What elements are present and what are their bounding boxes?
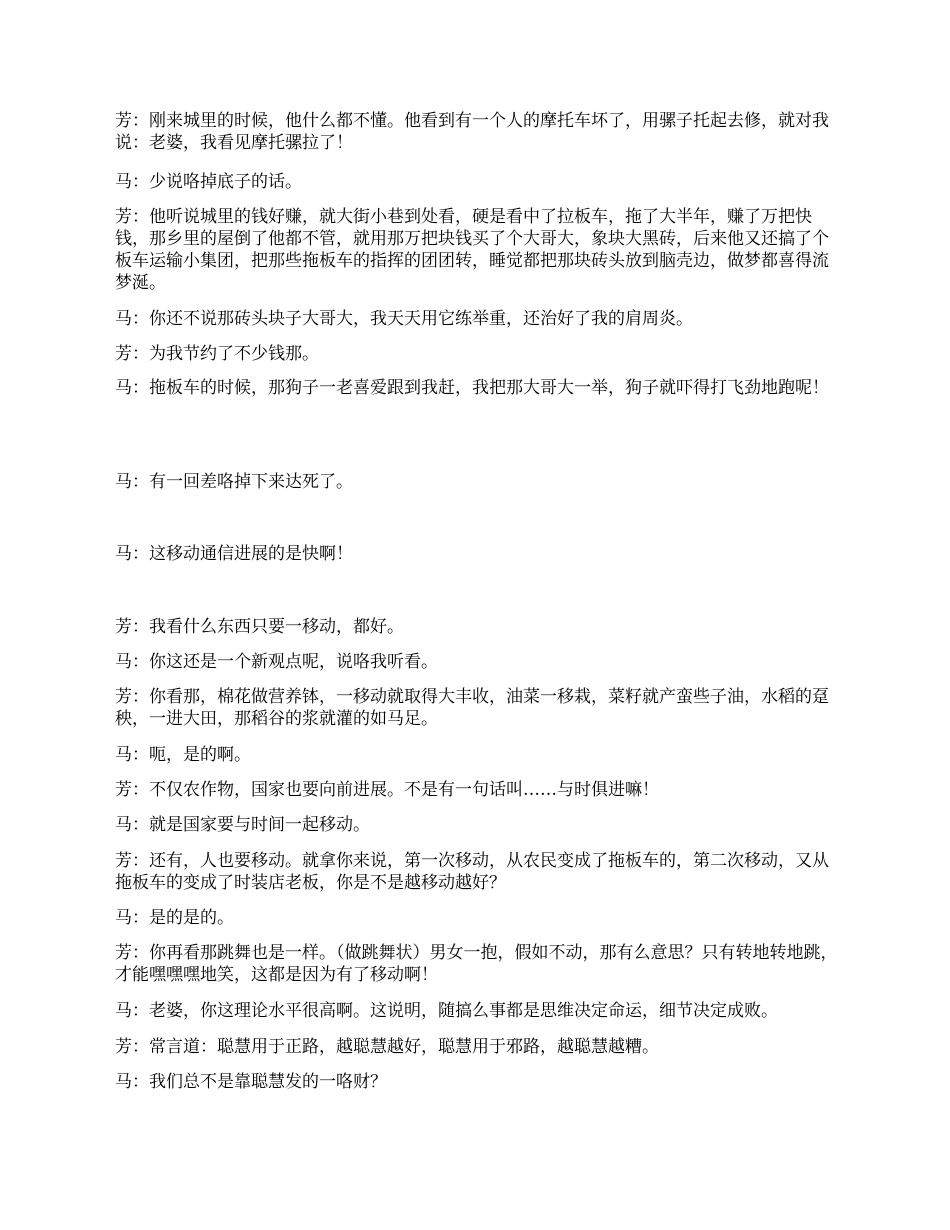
dialogue-line: 马：呃，是的啊。 (115, 745, 251, 765)
dialogue-line: 芳：常言道：聪慧用于正路，越聪慧越好，聪慧用于邪路，越聪慧越糟。 (115, 1037, 659, 1057)
dialogue-line: 芳：刚来城里的时候，他什么都不懂。他看到有一个人的摩托车坏了，用骡子托起去修，就对我说：老婆，我看见摩托骡拉了！ (115, 111, 829, 153)
dialogue-line: 马：就是国家要与时间一起移动。 (115, 815, 370, 835)
dialogue-line: 芳：我看什么东西只要一移动，都好。 (115, 617, 404, 637)
dialogue-line: 马：这移动通信进展的是快啊！ (115, 544, 353, 564)
dialogue-line: 马：你还不说那砖头块子大哥大，我天天用它练举重，还治好了我的肩周炎。 (115, 309, 693, 329)
dialogue-line: 马：我们总不是靠聪慧发的一咯财？ (115, 1072, 387, 1092)
dialogue-line: 马：拖板车的时候，那狗子一老喜爱跟到我赶，我把那大哥大一举，狗子就吓得打飞劲地跑呢！ (115, 378, 829, 398)
dialogue-line: 芳：还有，人也要移动。就拿你来说，第一次移动，从农民变成了拖板车的，第二次移动，又从拖板车的变成了时装店老板，你是不是越移动越好？ (115, 851, 829, 893)
dialogue-line: 芳：为我节约了不少钱那。 (115, 344, 319, 364)
dialogue-line: 马：老婆，你这理论水平很高啊。这说明，随搞么事都是思维决定命运，细节决定成败。 (115, 1001, 778, 1021)
dialogue-line: 马：有一回差咯掉下来达死了。 (115, 472, 353, 492)
dialogue-line: 马：少说咯掉底子的话。 (115, 172, 302, 192)
dialogue-line: 芳：不仅农作物，国家也要向前进展。不是有一句话叫……与时俱进嘛！ (115, 780, 659, 800)
dialogue-line: 芳：你再看那跳舞也是一样。（做跳舞状）男女一抱，假如不动，那有么意思？只有转地转地跳，才能嘿嘿嘿地笑，这都是因为有了移动啊！ (115, 943, 838, 985)
dialogue-line: 芳：他听说城里的钱好赚，就大街小巷到处看，硬是看中了拉板车，拖了大半年，赚了万把快钱，那乡里的屋倒了他都不管，就用那万把块钱买了个大哥大，象块大黑砖，后来他又还搞了个板车运输小集团，把那些拖板车的指挥的团团转，睡觉都把那块砖头放到脑壳边，做梦都喜得流梦涎。 (115, 207, 829, 293)
dialogue-line: 马：是的是的。 (115, 908, 234, 928)
dialogue-line: 芳：你看那，棉花做营养钵，一移动就取得大丰收，油菜一移栽，菜籽就产蛮些子油，水稻的趸秧，一进大田，那稻谷的浆就灌的如马足。 (115, 687, 829, 729)
dialogue-line: 马：你这还是一个新观点呢，说咯我听看。 (115, 652, 438, 672)
